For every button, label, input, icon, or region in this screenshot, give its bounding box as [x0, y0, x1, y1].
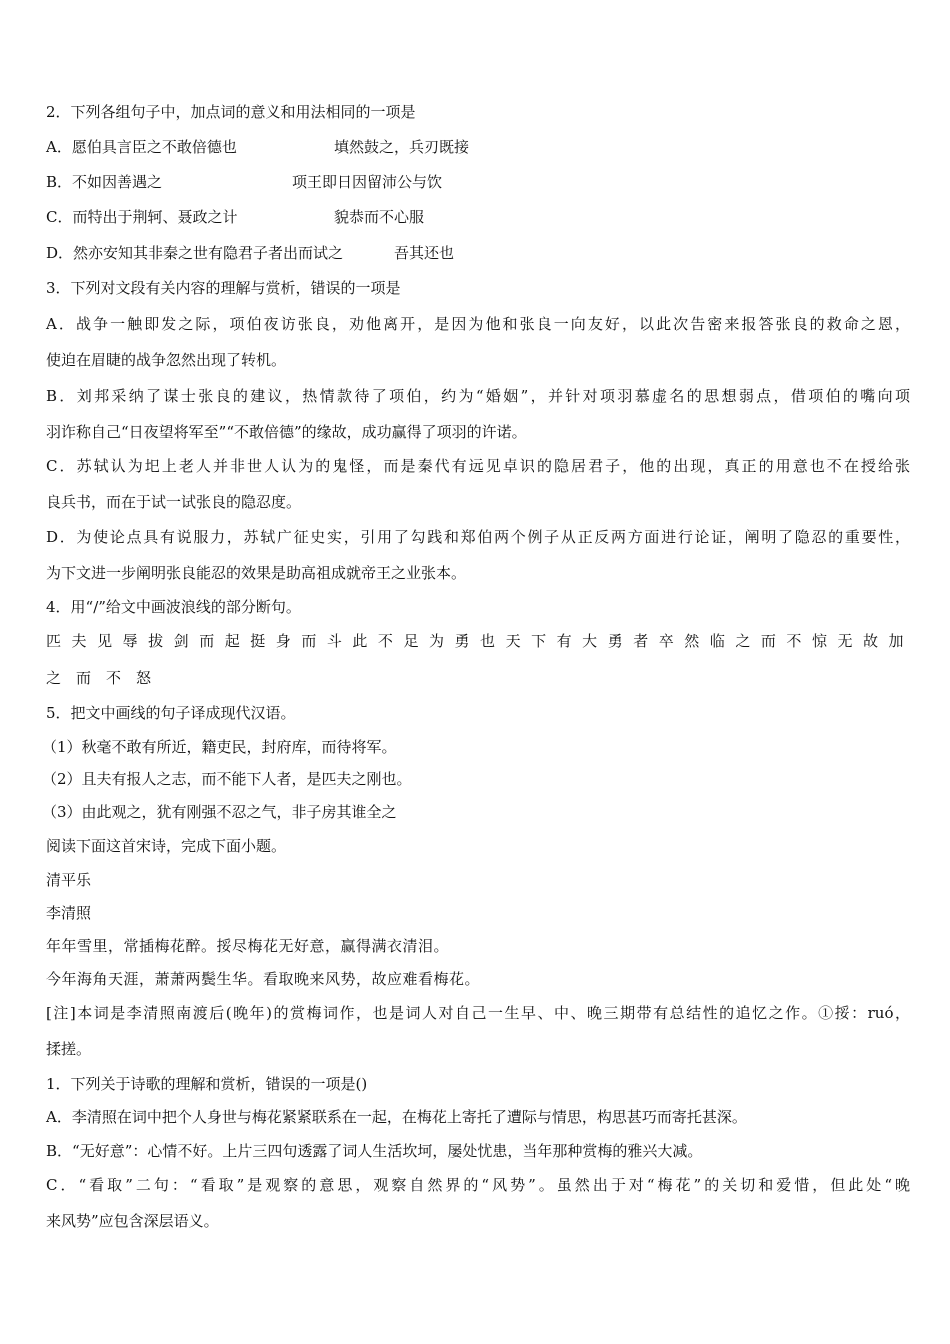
poem-line-2: 今年海角天涯，萧萧两鬓生华。看取晚来风势，故应难看梅花。: [46, 970, 481, 988]
q4-char: 辱: [122, 632, 138, 650]
q4-char: 之: [46, 669, 62, 687]
q4-char: 无: [837, 632, 853, 650]
q2-option-a: [46, 137, 910, 157]
q5-item-3: （3）由此观之，犹有刚强不忍之气，非子房其谁全之: [42, 803, 397, 821]
q3-option-a-line1: A．战争一触即发之际，项伯夜访张良，劝他离开，是因为他和张良一向友好，以此次告密来报答张良的救命之恩，: [46, 315, 910, 333]
p1-option-c-line1: C．“看取”二句：“看取”是观察的意思，观察自然界的“风势”。虽然出于对“梅花”的关切和爱惜，但此处“晚: [46, 1176, 910, 1194]
q4-char: 剑: [173, 632, 189, 650]
q4-char-row-2: [46, 668, 910, 688]
q2-option-c-right: 貌恭而不心服: [334, 208, 425, 226]
q2-option-b: [46, 172, 910, 192]
q4-char: 而: [301, 632, 317, 650]
q2-option-b-right: 项王即日因留沛公与饮: [292, 173, 443, 191]
q4-char: 此: [352, 632, 368, 650]
p1-option-b: B．“无好意”：心情不好。上片三四句透露了词人生活坎坷，屡处忧患，当年那种赏梅的雅兴大减。: [46, 1142, 703, 1160]
q4-char: 然: [684, 632, 700, 650]
q4-char: 不: [377, 632, 393, 650]
q4-char: 不: [786, 632, 802, 650]
q4-char: 而: [76, 669, 92, 687]
q5-item-1: （1）秋毫不敢有所近，籍吏民，封府库，而待将军。: [42, 738, 397, 756]
q3-option-d-line1: D．为使论点具有说服力，苏轼广征史实，引用了勾践和郑伯两个例子从正反两方面进行论证，阐明了隐忍的重要性，: [46, 528, 910, 546]
poem-author: 李清照: [46, 904, 92, 922]
q4-char: 惊: [811, 632, 827, 650]
q4-char: 者: [633, 632, 649, 650]
q4-char: 有: [556, 632, 572, 650]
q4-char: 挺: [250, 632, 266, 650]
q2-option-a-right: 填然鼓之，兵刃既接: [334, 138, 470, 156]
q4-stem: 4．用“/”给文中画波浪线的部分断句。: [46, 598, 301, 616]
q2-option-d-right: 吾其还也: [394, 244, 455, 262]
q5-item-2: （2）且夫有报人之志，而不能下人者，是匹夫之刚也。: [42, 770, 412, 788]
q3-option-d-line2: 为下文进一步阐明张良能忍的效果是助高祖成就帝王之业张本。: [46, 564, 467, 582]
poem-intro: 阅读下面这首宋诗，完成下面小题。: [46, 837, 287, 855]
q2-option-c: [46, 207, 910, 227]
q4-char: 身: [275, 632, 291, 650]
q2-option-d: [46, 243, 910, 263]
q4-char: 不: [106, 669, 122, 687]
q3-option-c-line2: 良兵书，而在于试一试张良的隐忍度。: [46, 493, 302, 511]
poem-title: 清平乐: [46, 871, 92, 889]
q3-option-b-line2: 羽诈称自己“日夜望将军至”“不敢倍德”的缘故，成功赢得了项羽的许诺。: [46, 423, 527, 441]
q4-char: 大: [582, 632, 598, 650]
q4-char: 之: [735, 632, 751, 650]
q4-char: 见: [97, 632, 113, 650]
q4-char: 加: [888, 632, 904, 650]
q2-option-d-left: D．然亦安知其非秦之世有隐君子者出而试之: [46, 244, 344, 262]
q3-option-b-line1: B．刘邦采纳了谋士张良的建议，热情款待了项伯，约为“婚姻”，并针对项羽慕虚名的思想弱点，借项伯的嘴向项: [46, 387, 910, 405]
q5-stem: 5．把文中画线的句子译成现代汉语。: [46, 704, 296, 722]
q4-char: 匹: [46, 632, 62, 650]
q4-char: 故: [863, 632, 879, 650]
q4-char: 勇: [607, 632, 623, 650]
q3-option-a-line2: 使迫在眉睫的战争忽然出现了转机。: [46, 351, 287, 369]
q2-option-a-left: A．愿伯具言臣之不敢倍德也: [46, 138, 237, 156]
q2-option-c-left: C．而特出于荆轲、聂政之计: [46, 208, 238, 226]
poem-note-line2: 揉搓。: [46, 1040, 92, 1058]
q3-stem: 3．下列对文段有关内容的理解与赏析，错误的一项是: [46, 279, 401, 297]
q3-option-c-line1: C．苏轼认为圯上老人并非世人认为的鬼怪，而是秦代有远见卓识的隐居君子，他的出现，真正的用意也不在授给张: [46, 457, 910, 475]
q2-option-b-left: B．不如因善遇之: [46, 173, 163, 191]
p1-option-a: A．李清照在词中把个人身世与梅花紧紧联系在一起，在梅花上寄托了遭际与情思，构思甚巧而寄托甚深。: [46, 1108, 747, 1126]
q4-char: 足: [403, 632, 419, 650]
q4-char: 勇: [454, 632, 470, 650]
q2-stem: 2．下列各组句子中，加点词的意义和用法相同的一项是: [46, 103, 416, 121]
q4-char: 临: [709, 632, 725, 650]
q4-char: 怒: [136, 669, 152, 687]
q4-char-row-1: [46, 631, 904, 651]
q4-char: 起: [224, 632, 240, 650]
q4-char: 为: [428, 632, 444, 650]
q4-char: 而: [760, 632, 776, 650]
poem-note-line1: [注]本词是李清照南渡后(晚年)的赏梅词作，也是词人对自己一生早、中、晚三期带有总结性的追忆之作。①挼：ruó，: [46, 1004, 910, 1022]
q4-char: 也: [480, 632, 496, 650]
p1-stem: 1．下列关于诗歌的理解和赏析，错误的一项是(): [46, 1075, 368, 1093]
q4-char: 下: [531, 632, 547, 650]
poem-line-1: 年年雪里，常插梅花醉。挼尽梅花无好意，赢得满衣清泪。: [46, 937, 450, 955]
p1-option-c-line2: 来风势”应包含深层语义。: [46, 1212, 219, 1230]
q4-char: 天: [505, 632, 521, 650]
q4-char: 卒: [658, 632, 674, 650]
q4-char: 而: [199, 632, 215, 650]
q4-char: 拔: [148, 632, 164, 650]
q4-char: 斗: [326, 632, 342, 650]
q4-char: 夫: [71, 632, 87, 650]
